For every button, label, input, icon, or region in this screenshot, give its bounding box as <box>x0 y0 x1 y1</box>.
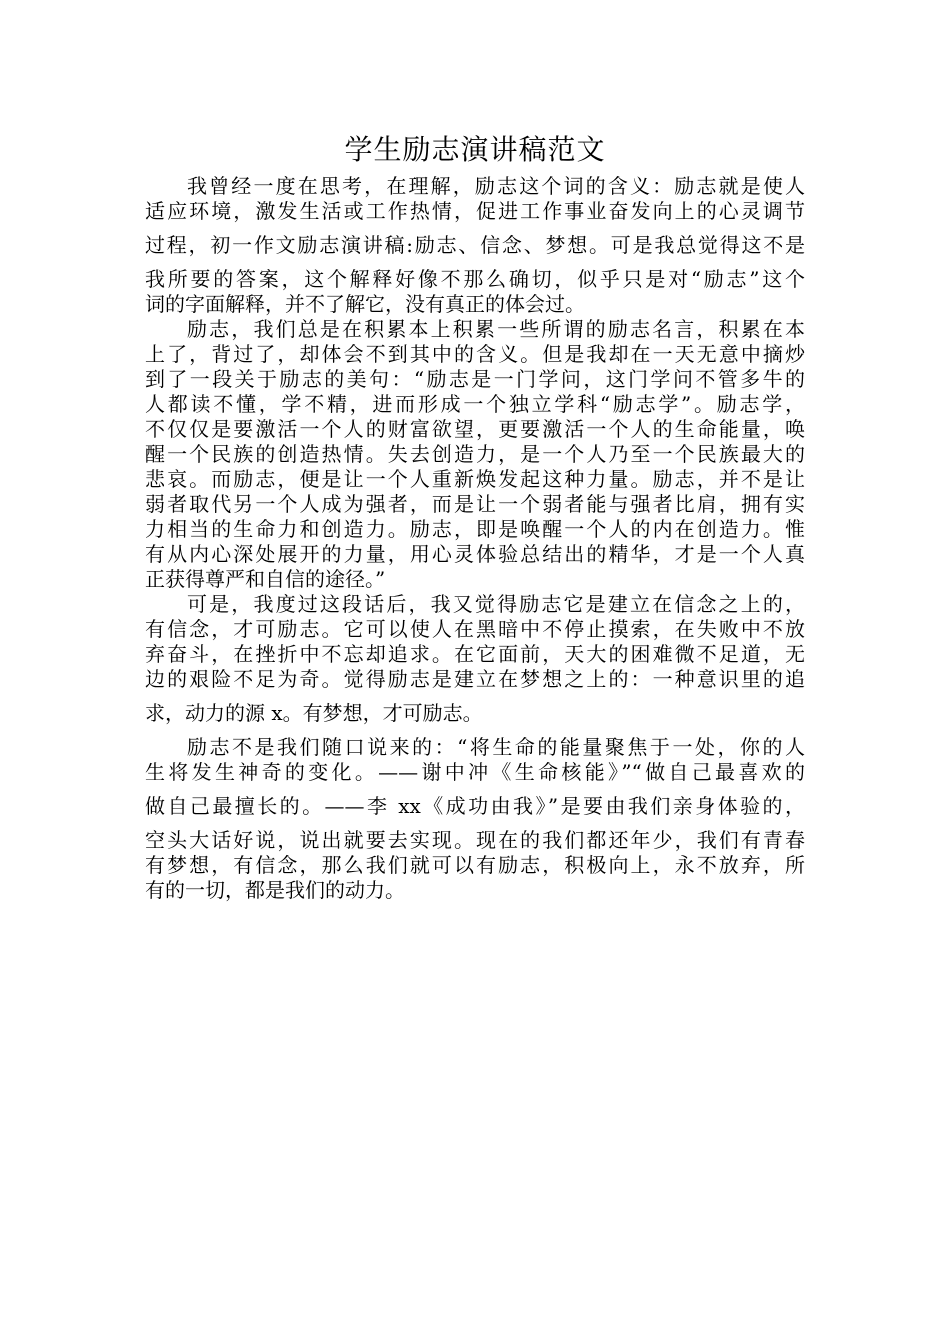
text-line: 有的一切，都是我们的动力。 <box>145 878 405 902</box>
text-line: 上了，背过了，却体会不到其中的含义。但是我却在一天无意中摘炒 <box>145 342 805 366</box>
text-line: 我曾经一度在思考，在理解，励志这个词的含义：励志就是使人 <box>187 174 805 198</box>
text-line: 弃奋斗，在挫折中不忘却追求。在它面前，天大的困难微不足道，无 <box>145 642 805 666</box>
text-line: 醒一个民族的创造热情。失去创造力，是一个人乃至一个民族最大的 <box>145 442 805 466</box>
text-line: 可是，我度过这段话后，我又觉得励志它是建立在信念之上的， <box>187 592 805 616</box>
text-line: 有信念，才可励志。它可以使人在黑暗中不停止摸索，在失败中不放 <box>145 617 805 641</box>
text-line: 悲哀。而励志，便是让一个人重新焕发起这种力量。励志，并不是让 <box>145 467 805 491</box>
text-line: 做自己最擅长的。——李 xx《成功由我》”是要由我们亲身体验的， <box>145 794 805 818</box>
text-line: 适应环境，激发生活或工作热情，促进工作事业奋发向上的心灵调节 <box>145 199 805 223</box>
text-line: 到了一段关于励志的美句：“励志是一门学问，这门学问不管多牛的 <box>145 367 805 391</box>
text-line: 空头大话好说，说出就要去实现。现在的我们都还年少，我们有青春 <box>145 828 805 852</box>
text-line: 人都读不懂，学不精，进而形成一个独立学科“励志学”。励志学， <box>145 392 805 416</box>
text-line: 励志，我们总是在积累本上积累一些所谓的励志名言，积累在本 <box>187 317 805 341</box>
text-line: 有从内心深处展开的力量，用心灵体验总结出的精华，才是一个人真 <box>145 542 805 566</box>
text-line: 正获得尊严和自信的途径。” <box>145 567 386 591</box>
text-line: 弱者取代另一个人成为强者，而是让一个弱者能与强者比肩，拥有实 <box>145 492 805 516</box>
document-body <box>145 174 805 903</box>
text-line: 励志不是我们随口说来的：“将生命的能量聚焦于一处，你的人 <box>187 735 805 759</box>
text-line: 过程，初一作文励志演讲稿:励志、信念、梦想。可是我总觉得这不是 <box>145 233 805 257</box>
text-line: 有梦想，有信念，那么我们就可以有励志，积极向上，永不放弃，所 <box>145 853 805 877</box>
text-line: 求，动力的源 x。有梦想，才可励志。 <box>145 701 483 725</box>
text-line: 边的艰险不足为奇。觉得励志是建立在梦想之上的：一种意识里的追 <box>145 667 805 691</box>
text-line: 词的字面解释，并不了解它，没有真正的体会过。 <box>145 292 585 316</box>
text-line: 不仅仅是要激活一个人的财富欲望，更要激活一个人的生命能量，唤 <box>145 417 805 441</box>
text-line: 生将发生神奇的变化。——谢中冲《生命核能》”“做自己最喜欢的 <box>145 760 805 784</box>
document-title: 学生励志演讲稿范文 <box>344 133 606 166</box>
text-line: 力相当的生命力和创造力。励志，即是唤醒一个人的内在创造力。惟 <box>145 517 805 541</box>
text-line: 我所要的答案，这个解释好像不那么确切，似乎只是对“励志”这个 <box>145 267 805 291</box>
